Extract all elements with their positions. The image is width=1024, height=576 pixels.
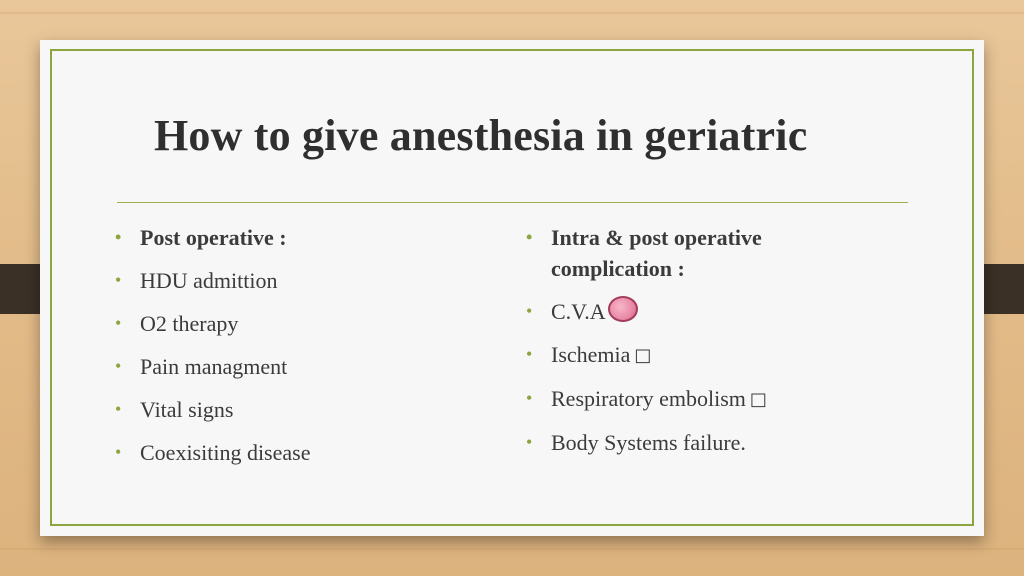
list-item: • Ischemia □ [526, 339, 856, 371]
list-item: • O2 therapy [115, 308, 455, 339]
list-item: • Post operative : [115, 222, 455, 253]
wood-grain [0, 548, 1024, 550]
missing-glyph-icon: □ [634, 345, 652, 366]
list-item: • Vital signs [115, 394, 455, 425]
left-bullet-list [115, 222, 455, 480]
list-item: • Body Systems failure. [526, 427, 856, 458]
slide-title: How to give anesthesia in geriatric [154, 111, 808, 160]
list-item: • Pain managment [115, 351, 455, 382]
brain-icon [608, 296, 638, 322]
slide-card [40, 40, 984, 536]
list-item: • Coexisiting disease [115, 437, 455, 468]
right-bullet-list [526, 222, 856, 470]
missing-glyph-icon: □ [749, 389, 767, 410]
list-item: • Respiratory embolism □ [526, 383, 856, 415]
list-item: • C.V.A [526, 296, 856, 327]
list-item: • HDU admittion [115, 265, 455, 296]
wood-grain [0, 12, 1024, 14]
title-divider [117, 202, 908, 203]
list-item: • Intra & post operative complication : [526, 222, 856, 284]
